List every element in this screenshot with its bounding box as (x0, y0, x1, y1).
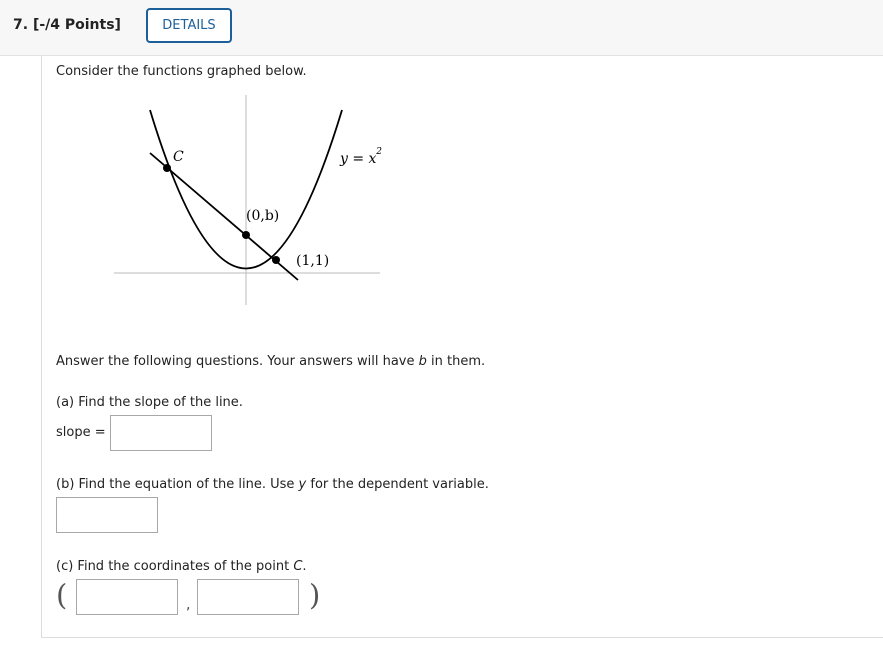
details-button[interactable]: DETAILS (146, 8, 232, 43)
slope-label: slope = (56, 425, 106, 440)
label-exponent: 2 (376, 147, 382, 157)
part-b-var: y (298, 477, 307, 492)
label-c: C (173, 149, 184, 165)
coordinate-x-input[interactable] (76, 579, 178, 615)
question-points: [-/4 Points] (32, 17, 121, 33)
intro-text: Consider the functions graphed below. (56, 64, 307, 79)
part-a-prompt: (a) Find the slope of the line. (56, 395, 243, 410)
line-equation-input[interactable] (56, 497, 158, 533)
part-c-var: C (293, 559, 303, 574)
function-graph (110, 93, 382, 311)
label-11: (1,1) (296, 253, 330, 269)
part-b-prompt: (b) Find the equation of the line. Use y for the dependent variable. (56, 477, 489, 492)
coordinate-comma: , (186, 597, 191, 613)
part-c-prompt: (c) Find the coordinates of the point C. (56, 559, 307, 574)
point-11-dot (272, 256, 280, 264)
point-c-dot (163, 164, 171, 172)
point-0b-dot (242, 231, 250, 239)
instructions-var: b (418, 354, 427, 369)
close-paren: ) (309, 578, 321, 612)
coordinate-y-input[interactable] (197, 579, 299, 615)
question-header (0, 0, 883, 56)
instructions-text: Answer the following questions. Your answers will have b in them. (56, 354, 486, 369)
question-title (13, 17, 121, 33)
open-paren: ( (56, 578, 68, 612)
slope-input[interactable] (110, 415, 212, 451)
label-0b: (0,b) (246, 208, 280, 224)
question-number: 7. (13, 17, 29, 33)
label-curve: y = x (340, 151, 377, 167)
